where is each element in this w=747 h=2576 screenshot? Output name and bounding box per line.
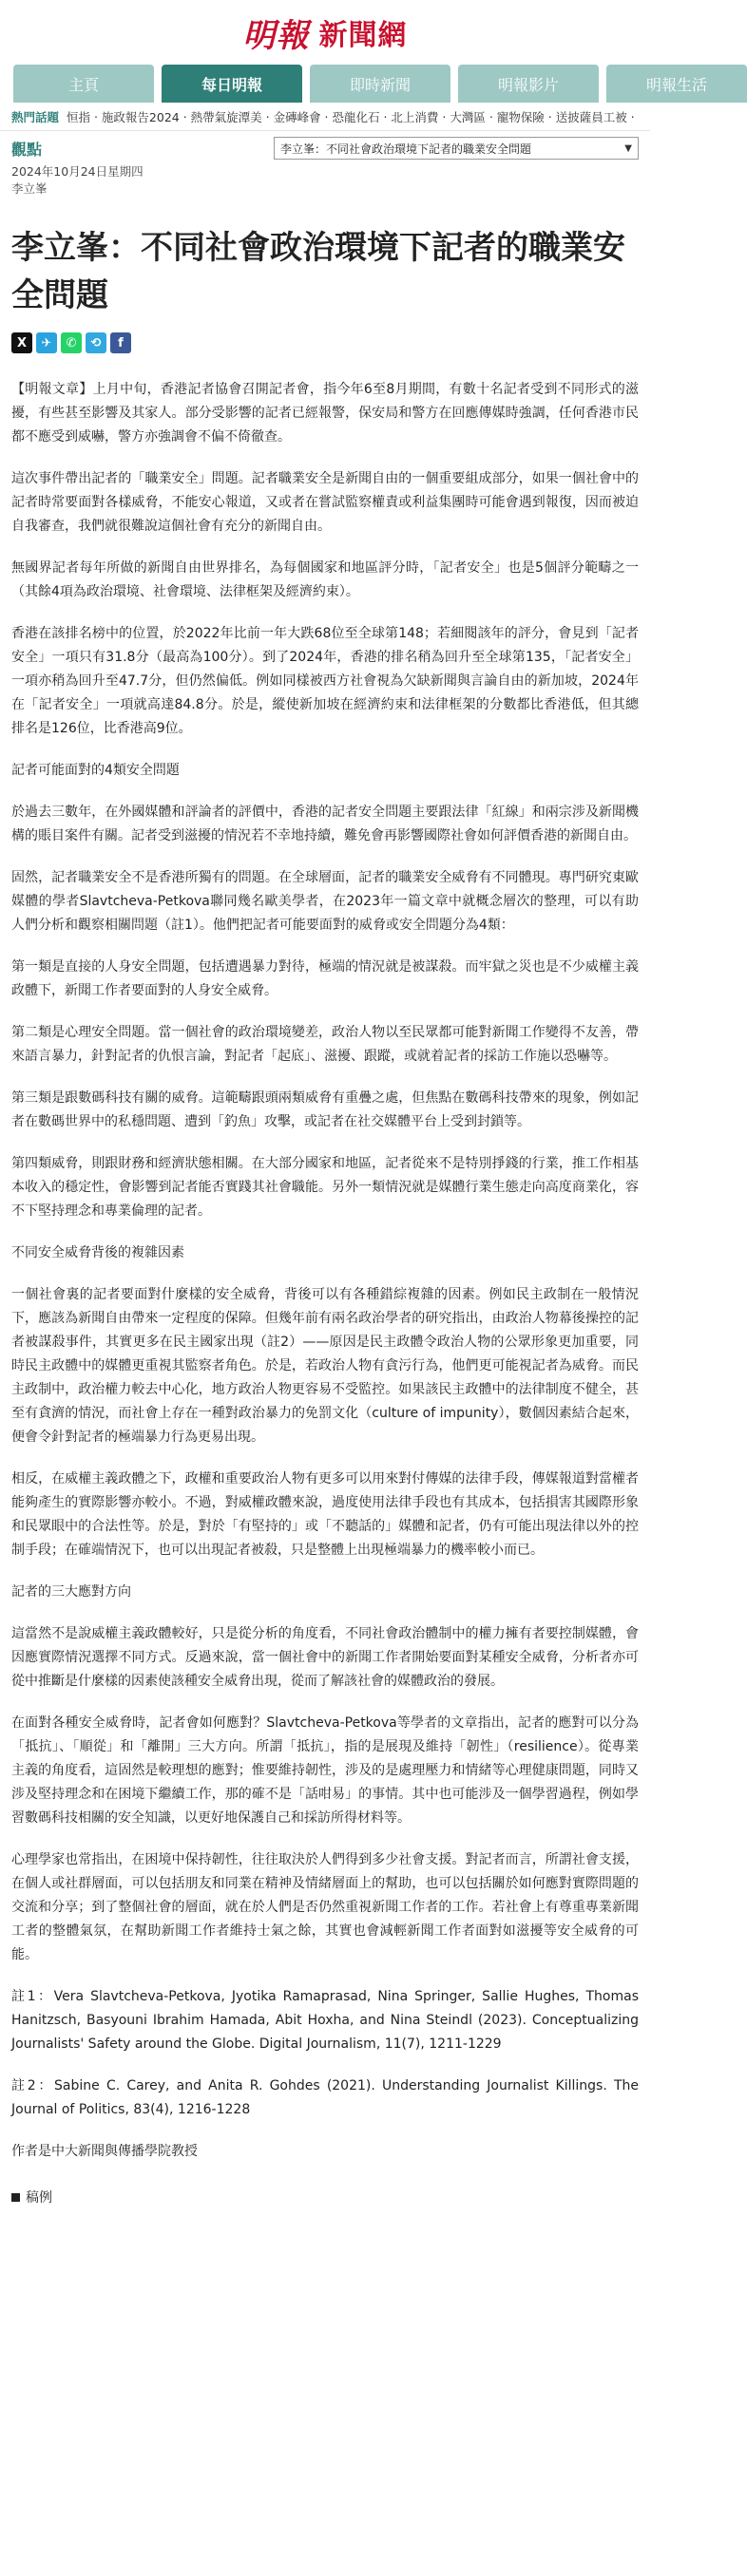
logo-mark: 明報 [242, 16, 310, 55]
hot-topics-links[interactable]: 恒指 ‧ 施政報告2024 ‧ 熱帶氣旋潭美 ‧ 金磚峰會 ‧ 恐龍化石 ‧ 北上消費 ‧ 大灣區 ‧ 寵物保險 ‧ 送披薩員工被 ‧ [67, 109, 635, 124]
share-icon[interactable]: ⟲ [86, 332, 106, 353]
contribution-guidelines-link[interactable] [0, 2182, 650, 2212]
article-meta [0, 161, 650, 199]
square-bullet-icon [11, 2193, 20, 2202]
footnote: 註1：Vera Slavtcheva-Petkova, Jyotika Ramaprasad, Nina Springer, Sallie Hughes, Thomas Hanitzsch, Basyouni Ibrahim Hamada, Abit Hoxha, and Nina Steindl (2023). Conceptualizing Journalists' Safety around the Globe. Digital Journalism, 11(7), 1211-1229 [11, 1989, 639, 2052]
paragraph: 第一類是直接的人身安全問題，包括遭遇暴力對待，極端的情況就是被謀殺。而牢獄之災也是不少威權主義政體下，新聞工作者要面對的人身安全威脅。 [11, 959, 639, 998]
paragraph: 心理學家也常指出，在困境中保持韌性，往往取決於人們得到多少社會支援。對記者而言，所謂社會支援，在個人或社群層面，可以包括朋友和同業在精神及情緒層面上的幫助，也可以包括關於如何應對實際問題的交流和分享；到了整個社會的層面，就在於人們是否仍然重視新聞工作者的工作。若社會上有尊重專業新聞工者的整體氣氛，在幫助新聞工作者維持士氣之餘，其實也會減輕新聞工作者面對如滋擾等安全威脅的可能。 [11, 1852, 639, 1962]
paragraph: 第二類是心理安全問題。當一個社會的政治環境變差，政治人物以至民眾都可能對新聞工作變得不友善，帶來語言暴力，針對記者的仇恨言論，對記者「起底」、滋擾、跟蹤，或就着記者的採訪工作施以恐嚇等。 [11, 1025, 639, 1064]
article-body [0, 353, 650, 2164]
contribution-guidelines-label: 稿例 [26, 2190, 52, 2206]
tab-home[interactable]: 主頁 [13, 65, 154, 103]
facebook-icon[interactable]: f [110, 332, 131, 353]
paragraph: 這次事件帶出記者的「職業安全」問題。記者職業安全是新聞自由的一個重要組成部分，如果一個社會中的記者時常要面對各樣威脅，不能安心報道，又或者在嘗試監察權責或利益集團時可能會遇到報復，因而被迫自我審查，我們就很難說這個社會有充分的新聞自由。 [11, 471, 639, 534]
paragraph: 在面對各種安全威脅時，記者會如何應對？Slavtcheva-Petkova等學者的文章指出，記者的應對可以分為「抵抗」、「順從」和「離開」三大方向。所謂「抵抗」，指的是展現及維持「韌性」（resilience）。從專業主義的角度看，這固然是較理想的應對；惟要維持韌性，涉及的是處理壓力和情緒等心理健康問題，同時又涉及堅持理念和在困境下繼續工作，那的確不是「話咁易」的事情。其中也可能涉及一個學習過程，例如學習數碼科技相關的安全知識，以更好地保護自己和採訪所得材料等。 [11, 1715, 639, 1826]
paragraph: 這當然不是說威權主義政體較好，只是從分析的角度看，不同社會政治體制中的權力擁有者要控制媒體，會因應實際情況選擇不同方式。反過來說，當一個社會中的新聞工作者開始要面對某種安全威脅，分析者亦可從中推斷是什麼樣的因素使該種安全威脅出現，從而了解該社會的媒體政治的發展。 [11, 1626, 639, 1689]
footnote: 註2：Sabine C. Carey, and Anita R. Gohdes (2021). Understanding Journalist Killings. The Journal of Politics, 83(4), 1216-1228 [11, 2078, 639, 2117]
paragraph: 於過去三數年，在外國媒體和評論者的評價中，香港的記者安全問題主要跟法律「紅線」和兩宗涉及新聞機構的賬目案件有關。記者受到滋擾的情況若不幸地持續，難免會再影響國際社會如何評價香港的新聞自由。 [11, 805, 639, 843]
paragraph: 一個社會裏的記者要面對什麼樣的安全威脅，背後可以有各種錯綜複雜的因素。例如民主政制在一般情況下，應該為新聞自由帶來一定程度的保障。但幾年前有兩名政治學者的研究指出，由政治人物幕後操控的記者被謀殺事件，其實更多在民主國家出現（註2）——原因是民主政體令政治人物的公眾形象更加重要，同時民主政體中的媒體更重視其監察者角色。於是，若政治人物有貪污行為，他們更可能視記者為威脅。而民主政制中，政治權力較去中心化，地方政治人物更容易不受監控。如果該民主政體中的法律制度不健全，甚至有貪濟的情況，而社會上存在一種對政治暴力的免罰文化（culture of impunity），數個因素結合起來，便會令針對記者的極端暴力行為更易出現。 [11, 1287, 639, 1445]
telegram-icon[interactable]: ✈ [36, 332, 57, 353]
author-note: 作者是中大新聞與傳播學院教授 [11, 2144, 198, 2159]
paragraph: 香港在該排名榜中的位置，於2022年比前一年大跌68位至全球第148；若細閱該年的評分，會見到「記者安全」一項只有31.8分（最高為100分）。到了2024年，香港的排名稍為回升至全球第135，「記者安全」一項亦稍為回升至47.7分，但仍然偏低。例如同樣被西方社會視為欠缺新聞與言論自由的新加坡，2024年在「記者安全」一項就高達84.8分。於是，縱使新加坡在經濟約束和法律框架的分數都比香港低，但其總排名是126位，比香港高9位。 [11, 626, 639, 736]
section-row [0, 131, 650, 161]
paragraph: 無國界記者每年所做的新聞自由世界排名，為每個國家和地區評分時，「記者安全」也是5個評分範疇之一（其餘4項為政治環境、社會環境、法律框架及經濟約束）。 [11, 560, 639, 599]
x-icon[interactable]: X [11, 332, 32, 353]
tab-videos[interactable]: 明報影片 [458, 65, 599, 103]
main-nav [0, 65, 707, 103]
paragraph: 相反，在威權主義政體之下，政權和重要政治人物有更多可以用來對付傳媒的法律手段，傳媒報道對當權者能夠產生的實際影響亦較小。不過，對威權政體來說，過度使用法律手段也有其成本，包括損害其國際形象和民眾眼中的合法性等。於是，對於「有堅持的」或「不聽話的」媒體和記者，仍有可能出現法律以外的控制手段；在確端情況下，也可以出現記者被殺，只是整體上出現極端暴力的機率較小而已。 [11, 1471, 639, 1558]
byline: 李立峯 [11, 181, 48, 196]
hot-topics-label: 熱門話題 [11, 109, 60, 124]
share-bar [0, 319, 650, 353]
tab-instant-news[interactable]: 即時新聞 [310, 65, 450, 103]
page-title: 李立峯：不同社會政治環境下記者的職業安全問題 [11, 229, 625, 314]
site-logo[interactable] [0, 0, 650, 59]
tab-daily[interactable]: 每日明報 [162, 65, 302, 103]
subheading: 記者可能面對的4類安全問題 [11, 763, 180, 778]
subheading: 記者的三大應對方向 [11, 1584, 131, 1600]
paragraph: 第四類威脅，則跟財務和經濟狀態相關。在大部分國家和地區，記者從來不是特別掙錢的行業，推工作相基本收入的穩定性，會影響到記者能否實踐其社會職能。另外一類情況就是媒體行業生態走向高度商業化，容不下堅持理念和專業倫理的記者。 [11, 1156, 639, 1219]
paragraph: 固然，記者職業安全不是香港所獨有的問題。在全球層面，記者的職業安全威脅有不同體現。專門研究東歐媒體的學者Slavtcheva-Petkova聯同幾名歐美學者，在2023年一篇文章中就概念層次的整理，可以有助人們分析和觀察相關問題（註1）。他們把記者可能要面對的威脅或安全問題分為4類： [11, 870, 639, 933]
article-select[interactable] [274, 137, 639, 160]
paragraph: 第三類是跟數碼科技有關的威脅。這範疇跟頭兩類威脅有重疊之處，但焦點在數碼科技帶來的現象，例如記者在數碼世界中的私穩問題、遭到「釣魚」攻擊，或記者在社交媒體平台上受到封鎖等。 [11, 1090, 639, 1129]
tab-lifestyle[interactable]: 明報生活 [606, 65, 747, 103]
logo-text: 新聞網 [318, 19, 408, 52]
paragraph: 【明報文章】上月中旬，香港記者協會召開記者會，指今年6至8月期間，有數十名記者受到不同形式的滋擾，有些甚至影響及其家人。部分受影響的記者已經報警，保安局和警方在回應傳媒時強調，任何香港市民都不應受到威嚇，警方亦強調會不偏不倚徹查。 [11, 382, 639, 445]
hot-topics-bar [0, 103, 650, 131]
article-select-value: 李立峯：不同社會政治環境下記者的職業安全問題 [280, 142, 532, 156]
subheading: 不同安全威脅背後的複雜因素 [11, 1245, 184, 1260]
section-title[interactable]: 觀點 [11, 140, 43, 159]
chevron-down-icon: ▼ [624, 142, 632, 154]
publish-date: 2024年10月24日星期四 [11, 164, 144, 179]
whatsapp-icon[interactable]: ✆ [61, 332, 82, 353]
